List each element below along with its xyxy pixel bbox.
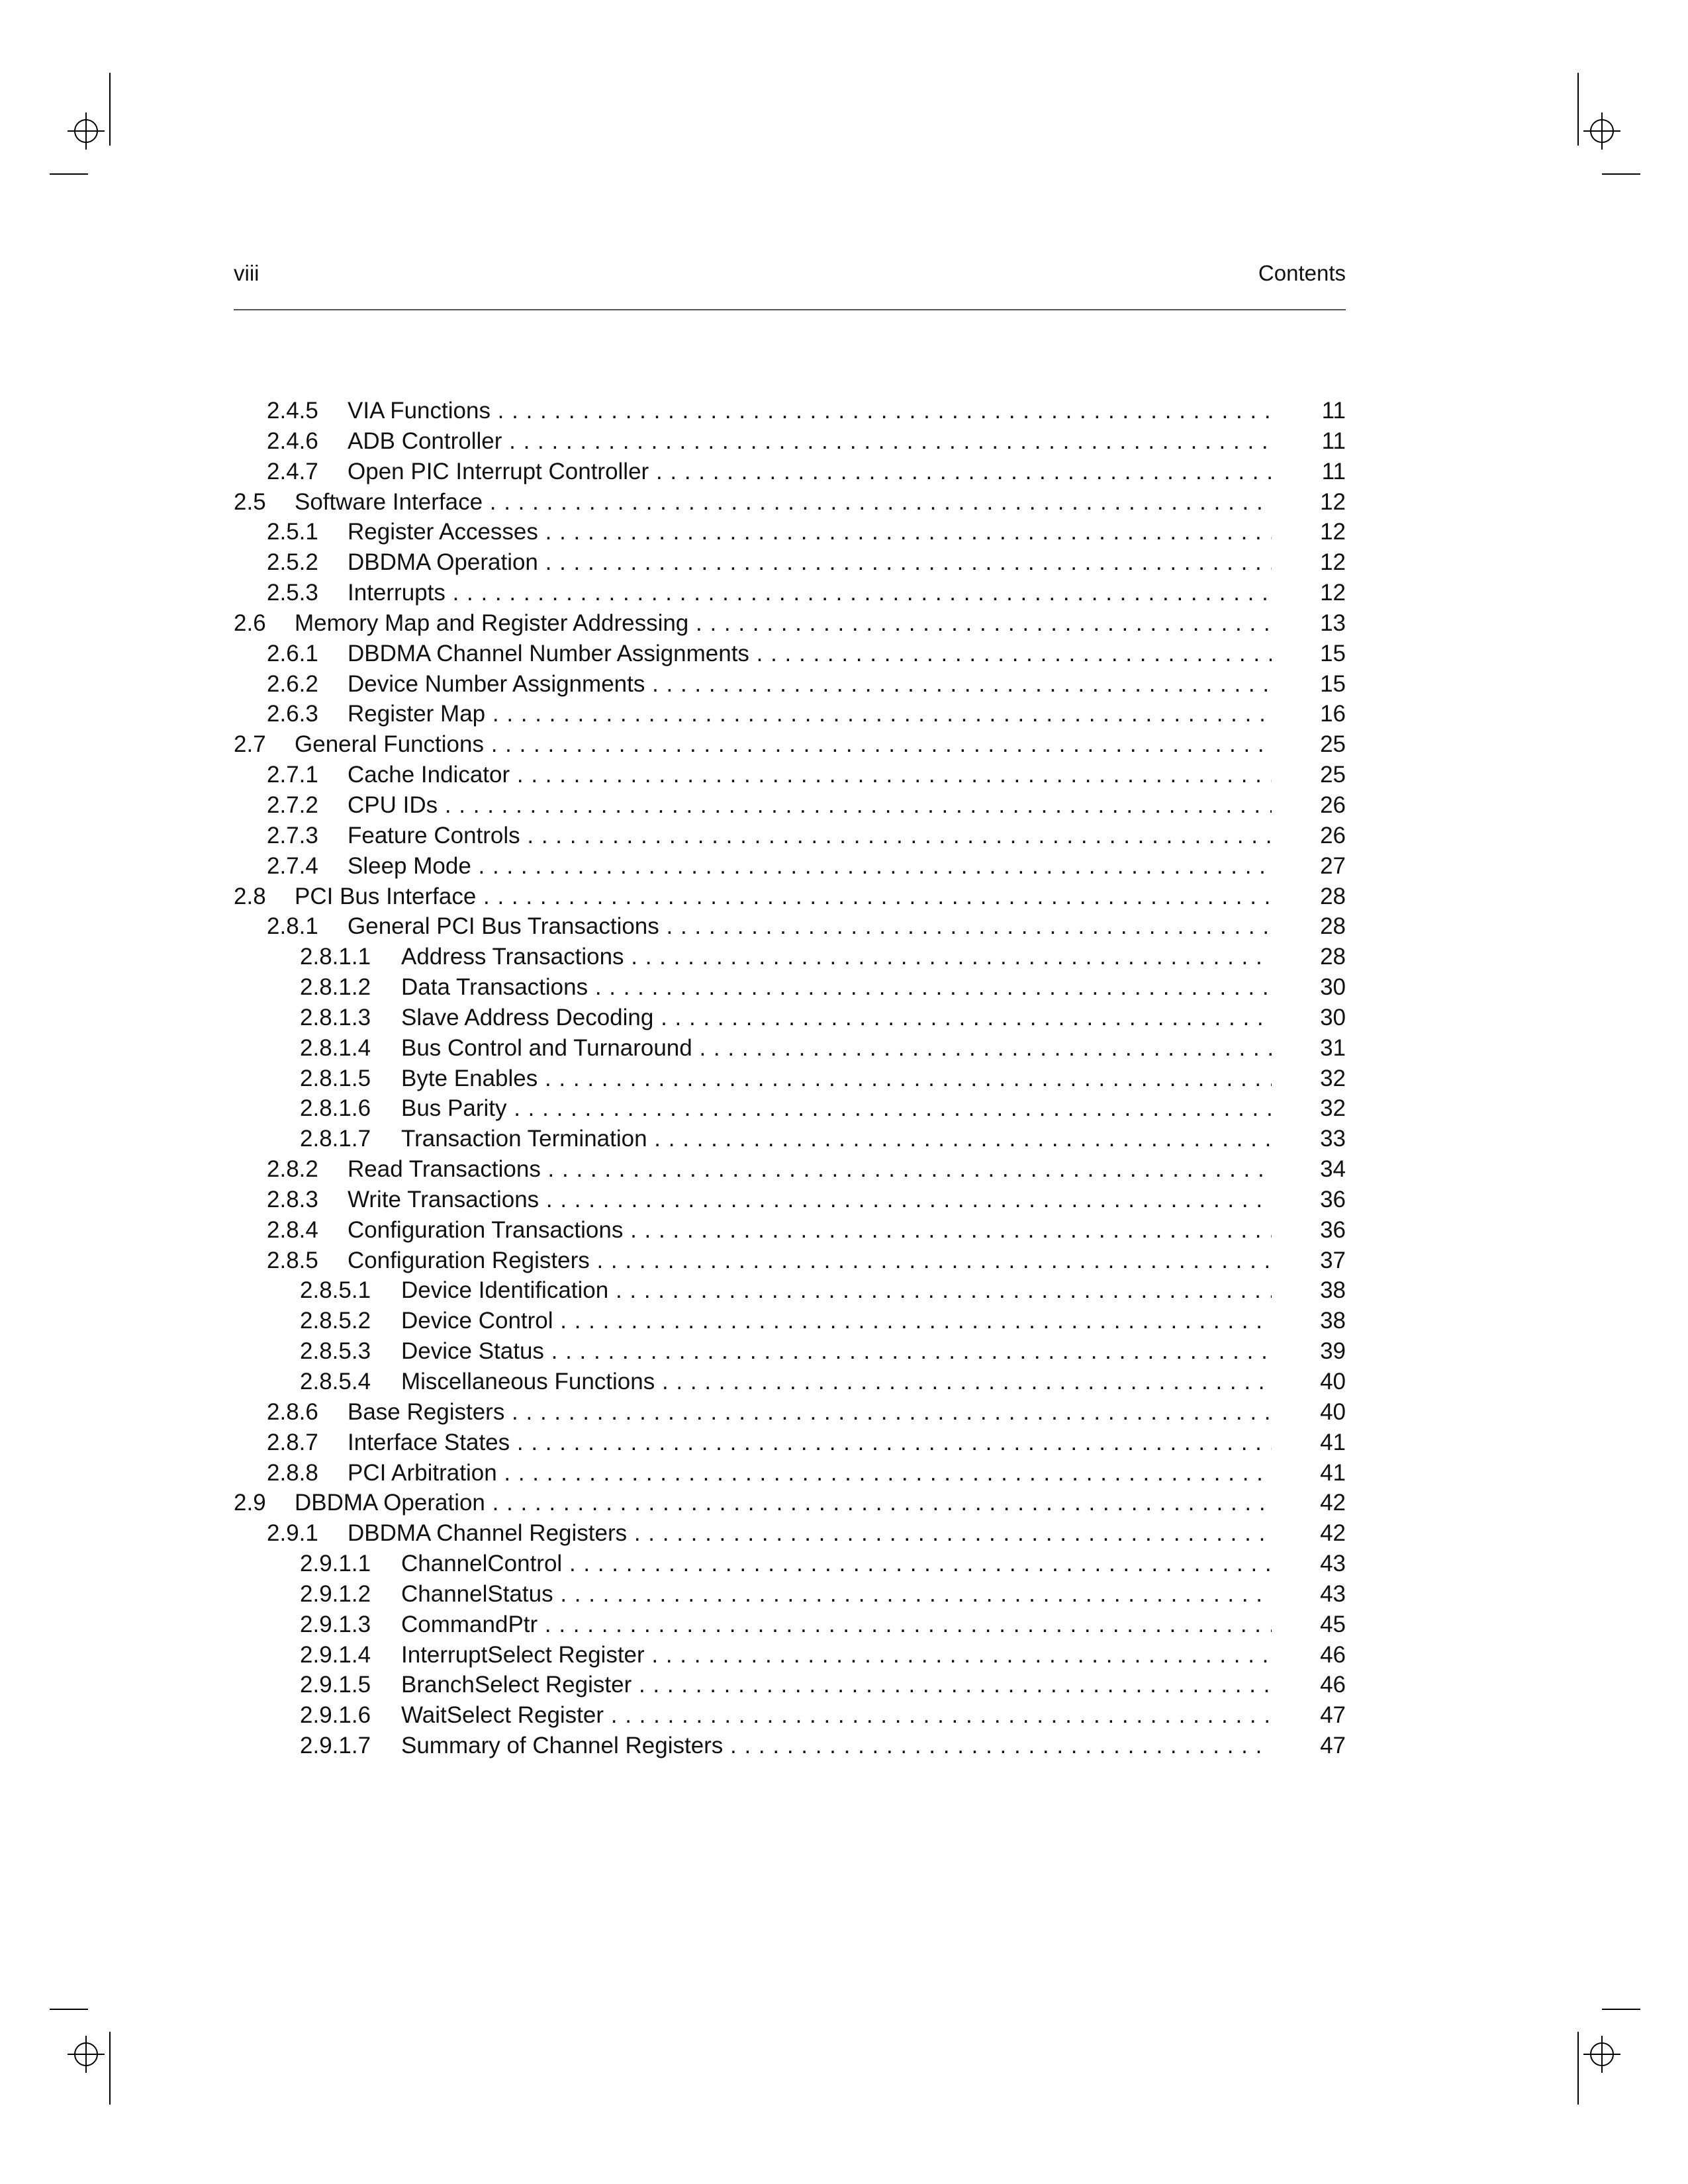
running-header xyxy=(234,261,1346,290)
toc-page-number: 38 xyxy=(1320,1277,1346,1304)
toc-entry[interactable] xyxy=(234,1700,1346,1731)
toc-entry[interactable] xyxy=(234,911,1346,942)
toc-entry[interactable] xyxy=(234,821,1346,851)
toc-section-title: Configuration Registers . . . xyxy=(348,1246,1272,1276)
toc-section-number: 2.5.2 xyxy=(267,549,318,576)
toc-page-number: 27 xyxy=(1320,852,1346,879)
toc-section-title: Device Number Assignments . . . xyxy=(348,669,1272,700)
toc-section-number: 2.8.5.4 xyxy=(300,1369,371,1394)
toc-section-number: 2.9.1.3 xyxy=(300,1611,371,1637)
toc-section-title: Byte Enables . . . xyxy=(401,1064,1272,1094)
toc-page-number: 16 xyxy=(1320,701,1346,727)
toc-section-title: DBDMA Operation . . . xyxy=(348,547,1272,578)
toc-section-title: Feature Controls . . . xyxy=(348,821,1272,851)
toc-entry[interactable] xyxy=(234,1640,1346,1670)
toc-page-number: 46 xyxy=(1320,1672,1346,1698)
toc-section-number: 2.8.6 xyxy=(267,1398,318,1425)
toc-section-number: 2.7.1 xyxy=(267,762,318,788)
crop-mark-bottom-right-horizontal xyxy=(1602,2009,1640,2010)
toc-entry[interactable] xyxy=(234,1610,1346,1640)
toc-entry[interactable] xyxy=(234,790,1346,821)
toc-section-number: 2.9.1.6 xyxy=(300,1702,371,1729)
crop-mark-bottom-left-vertical xyxy=(109,2032,111,2105)
toc-entry[interactable] xyxy=(234,487,1346,518)
registration-mark-top-left-icon xyxy=(74,119,98,143)
toc-section-title: Interrupts . . . xyxy=(348,578,1272,608)
toc-section-title: Register Accesses . . . xyxy=(348,517,1272,547)
header-section-title: Contents xyxy=(1258,261,1346,285)
toc-section-title: DBDMA Channel Registers . . . xyxy=(348,1518,1272,1549)
toc-section-title: Memory Map and Register Addressing . . . xyxy=(295,608,1272,639)
toc-entry[interactable] xyxy=(234,578,1346,608)
toc-section-title: Device Identification . . . xyxy=(401,1275,1272,1306)
toc-section-number: 2.8.1.4 xyxy=(300,1034,371,1061)
toc-entry[interactable] xyxy=(234,1215,1346,1246)
table-of-contents xyxy=(234,396,1346,1761)
toc-page-number: 42 xyxy=(1320,1490,1346,1516)
toc-section-title: WaitSelect Register . . . xyxy=(401,1700,1272,1731)
toc-entry[interactable] xyxy=(234,699,1346,729)
toc-page-number: 31 xyxy=(1320,1034,1346,1061)
toc-section-title: Miscellaneous Functions . . . xyxy=(401,1367,1272,1397)
toc-entry[interactable] xyxy=(234,1731,1346,1761)
toc-section-number: 2.5 xyxy=(234,488,266,515)
toc-page-number: 37 xyxy=(1320,1247,1346,1273)
toc-entry[interactable] xyxy=(234,608,1346,639)
toc-entry[interactable] xyxy=(234,1033,1346,1064)
toc-entry[interactable] xyxy=(234,1154,1346,1185)
toc-section-title: DBDMA Channel Number Assignments . . . xyxy=(348,639,1272,669)
toc-section-title: Device Control . . . xyxy=(401,1306,1272,1336)
toc-section-title: Bus Parity . . . xyxy=(401,1093,1272,1124)
toc-section-number: 2.9.1.5 xyxy=(300,1672,371,1698)
toc-section-title: General PCI Bus Transactions . . . xyxy=(348,911,1272,942)
toc-section-title: Read Transactions . . . xyxy=(348,1154,1272,1185)
toc-page-number: 45 xyxy=(1320,1611,1346,1637)
toc-page-number: 25 xyxy=(1320,731,1346,758)
toc-section-number: 2.9.1.4 xyxy=(300,1641,371,1668)
toc-section-title: Slave Address Decoding . . . xyxy=(401,1003,1272,1033)
toc-section-number: 2.4.7 xyxy=(267,458,318,484)
toc-section-number: 2.8.5.2 xyxy=(300,1308,371,1334)
toc-page-number: 36 xyxy=(1320,1186,1346,1212)
toc-section-title: VIA Functions . . . xyxy=(348,396,1272,426)
toc-entry[interactable] xyxy=(234,1488,1346,1518)
toc-section-title: CPU IDs . . . xyxy=(348,790,1272,821)
toc-section-number: 2.8.5.1 xyxy=(300,1277,371,1304)
toc-section-title: PCI Bus Interface . . . xyxy=(295,882,1272,912)
toc-page-number: 34 xyxy=(1320,1156,1346,1183)
toc-page-number: 12 xyxy=(1320,488,1346,515)
toc-entry[interactable] xyxy=(234,1458,1346,1488)
toc-entry[interactable] xyxy=(234,729,1346,760)
toc-section-number: 2.6.3 xyxy=(267,701,318,727)
registration-mark-top-right-icon xyxy=(1590,119,1614,143)
toc-entry[interactable] xyxy=(234,517,1346,547)
toc-page-number: 46 xyxy=(1320,1641,1346,1668)
toc-section-number: 2.8.2 xyxy=(267,1156,318,1183)
toc-page-number: 36 xyxy=(1320,1216,1346,1243)
toc-section-title: Configuration Transactions . . . xyxy=(348,1215,1272,1246)
toc-page-number: 25 xyxy=(1320,762,1346,788)
toc-entry[interactable] xyxy=(234,1367,1346,1397)
toc-page-number: 40 xyxy=(1320,1369,1346,1394)
toc-entry[interactable] xyxy=(234,942,1346,972)
toc-section-number: 2.8.7 xyxy=(267,1429,318,1455)
toc-section-number: 2.8.3 xyxy=(267,1186,318,1212)
toc-page-number: 28 xyxy=(1320,883,1346,909)
toc-page-number: 47 xyxy=(1320,1733,1346,1759)
toc-entry[interactable] xyxy=(234,760,1346,790)
toc-page-number: 26 xyxy=(1320,822,1346,848)
toc-page-number: 42 xyxy=(1320,1520,1346,1547)
page-number: viii xyxy=(234,261,259,285)
toc-section-title: Transaction Termination . . . xyxy=(401,1124,1272,1154)
crop-mark-top-right-vertical xyxy=(1577,73,1579,146)
toc-section-number: 2.8.1.3 xyxy=(300,1004,371,1030)
crop-mark-top-left-vertical xyxy=(109,73,111,146)
header-rule xyxy=(234,309,1346,310)
toc-page-number: 12 xyxy=(1320,580,1346,606)
toc-section-number: 2.8.4 xyxy=(267,1216,318,1243)
toc-section-number: 2.8.8 xyxy=(267,1459,318,1486)
toc-entry[interactable] xyxy=(234,1275,1346,1306)
toc-section-title: Sleep Mode . . . xyxy=(348,851,1272,882)
toc-section-number: 2.8.1.1 xyxy=(300,944,371,970)
toc-section-title: Register Map . . . xyxy=(348,699,1272,729)
toc-section-title: Interface States . . . xyxy=(348,1428,1272,1458)
toc-page-number: 33 xyxy=(1320,1126,1346,1152)
registration-mark-bottom-right-icon xyxy=(1590,2042,1614,2066)
toc-entry[interactable] xyxy=(234,1579,1346,1610)
registration-mark-bottom-left-icon xyxy=(74,2042,98,2066)
toc-section-title: Bus Control and Turnaround . . . xyxy=(401,1033,1272,1064)
toc-entry[interactable] xyxy=(234,851,1346,882)
toc-page-number: 47 xyxy=(1320,1702,1346,1729)
toc-page-number: 39 xyxy=(1320,1338,1346,1365)
toc-section-number: 2.9.1 xyxy=(267,1520,318,1547)
toc-section-title: Write Transactions . . . xyxy=(348,1185,1272,1215)
toc-entry[interactable] xyxy=(234,669,1346,700)
crop-mark-top-left-horizontal xyxy=(50,173,88,175)
toc-section-number: 2.6.1 xyxy=(267,640,318,666)
toc-entry[interactable] xyxy=(234,1670,1346,1700)
toc-entry[interactable] xyxy=(234,426,1346,457)
toc-page-number: 11 xyxy=(1321,398,1346,424)
toc-page-number: 30 xyxy=(1320,1004,1346,1030)
toc-section-number: 2.9.1.7 xyxy=(300,1733,371,1759)
toc-section-number: 2.4.5 xyxy=(267,398,318,424)
toc-section-number: 2.6 xyxy=(234,610,266,636)
toc-section-title: Software Interface . . . xyxy=(295,487,1272,518)
toc-section-number: 2.8.5 xyxy=(267,1247,318,1273)
toc-section-number: 2.8.1.7 xyxy=(300,1126,371,1152)
toc-entry[interactable] xyxy=(234,1003,1346,1033)
toc-entry[interactable] xyxy=(234,639,1346,669)
toc-section-number: 2.4.6 xyxy=(267,428,318,454)
toc-page-number: 12 xyxy=(1320,549,1346,576)
toc-page-number: 12 xyxy=(1320,519,1346,545)
toc-page-number: 41 xyxy=(1320,1459,1346,1486)
toc-entry[interactable] xyxy=(234,882,1346,912)
toc-entry[interactable] xyxy=(234,547,1346,578)
toc-page-number: 38 xyxy=(1320,1308,1346,1334)
toc-entry[interactable] xyxy=(234,1185,1346,1215)
toc-page-number: 15 xyxy=(1320,670,1346,697)
toc-section-title: Device Status . . . xyxy=(401,1336,1272,1367)
toc-section-number: 2.7 xyxy=(234,731,266,758)
toc-section-title: General Functions . . . xyxy=(295,729,1272,760)
toc-entry[interactable] xyxy=(234,972,1346,1003)
toc-entry[interactable] xyxy=(234,1518,1346,1549)
toc-entry[interactable] xyxy=(234,1549,1346,1579)
toc-section-number: 2.8.1.5 xyxy=(300,1065,371,1091)
toc-section-title: Cache Indicator . . . xyxy=(348,760,1272,790)
toc-section-title: Address Transactions . . . xyxy=(401,942,1272,972)
toc-section-title: Summary of Channel Registers . . . xyxy=(401,1731,1272,1761)
toc-section-title: Base Registers . . . xyxy=(348,1397,1272,1428)
toc-section-title: Data Transactions . . . xyxy=(401,972,1272,1003)
toc-page-number: 41 xyxy=(1320,1429,1346,1455)
toc-page-number: 28 xyxy=(1320,913,1346,940)
toc-section-number: 2.8.5.3 xyxy=(300,1338,371,1365)
toc-section-number: 2.8 xyxy=(234,883,266,909)
crop-mark-top-right-horizontal xyxy=(1602,173,1640,175)
toc-entry[interactable] xyxy=(234,1093,1346,1124)
toc-entry[interactable] xyxy=(234,457,1346,487)
toc-page-number: 15 xyxy=(1320,640,1346,666)
toc-page-number: 43 xyxy=(1320,1551,1346,1577)
toc-page-number: 26 xyxy=(1320,792,1346,818)
toc-section-title: ChannelControl . . . xyxy=(401,1549,1272,1579)
toc-entry[interactable] xyxy=(234,1397,1346,1428)
toc-entry[interactable] xyxy=(234,396,1346,426)
toc-page-number: 11 xyxy=(1321,458,1346,484)
toc-section-title: Open PIC Interrupt Controller . . . xyxy=(348,457,1272,487)
toc-section-title: CommandPtr . . . xyxy=(401,1610,1272,1640)
toc-entry[interactable] xyxy=(234,1246,1346,1276)
toc-section-title: ADB Controller . . . xyxy=(348,426,1272,457)
toc-page-number: 32 xyxy=(1320,1095,1346,1122)
toc-section-number: 2.8.1 xyxy=(267,913,318,940)
toc-section-number: 2.9.1.1 xyxy=(300,1551,371,1577)
toc-section-number: 2.5.1 xyxy=(267,519,318,545)
toc-section-number: 2.9.1.2 xyxy=(300,1580,371,1607)
toc-section-number: 2.5.3 xyxy=(267,580,318,606)
toc-section-number: 2.7.3 xyxy=(267,822,318,848)
toc-entry[interactable] xyxy=(234,1124,1346,1154)
toc-section-number: 2.8.1.6 xyxy=(300,1095,371,1122)
toc-entry[interactable] xyxy=(234,1306,1346,1336)
toc-page-number: 40 xyxy=(1320,1398,1346,1425)
toc-section-number: 2.7.2 xyxy=(267,792,318,818)
toc-section-number: 2.9 xyxy=(234,1490,266,1516)
toc-section-title: InterruptSelect Register . . . xyxy=(401,1640,1272,1670)
toc-section-title: BranchSelect Register . . . xyxy=(401,1670,1272,1700)
toc-entry[interactable] xyxy=(234,1064,1346,1094)
toc-entry[interactable] xyxy=(234,1336,1346,1367)
toc-section-number: 2.7.4 xyxy=(267,852,318,879)
toc-section-number: 2.6.2 xyxy=(267,670,318,697)
toc-page-number: 43 xyxy=(1320,1580,1346,1607)
toc-section-title: PCI Arbitration . . . xyxy=(348,1458,1272,1488)
toc-section-number: 2.8.1.2 xyxy=(300,974,371,1001)
toc-page-number: 30 xyxy=(1320,974,1346,1001)
toc-entry[interactable] xyxy=(234,1428,1346,1458)
crop-mark-bottom-right-vertical xyxy=(1577,2032,1579,2105)
toc-page-number: 28 xyxy=(1320,944,1346,970)
toc-page-number: 11 xyxy=(1321,428,1346,454)
toc-page-number: 32 xyxy=(1320,1065,1346,1091)
toc-section-title: DBDMA Operation . . . xyxy=(295,1488,1272,1518)
crop-mark-bottom-left-horizontal xyxy=(50,2009,88,2010)
toc-page-number: 13 xyxy=(1320,610,1346,636)
toc-section-title: ChannelStatus . . . xyxy=(401,1579,1272,1610)
